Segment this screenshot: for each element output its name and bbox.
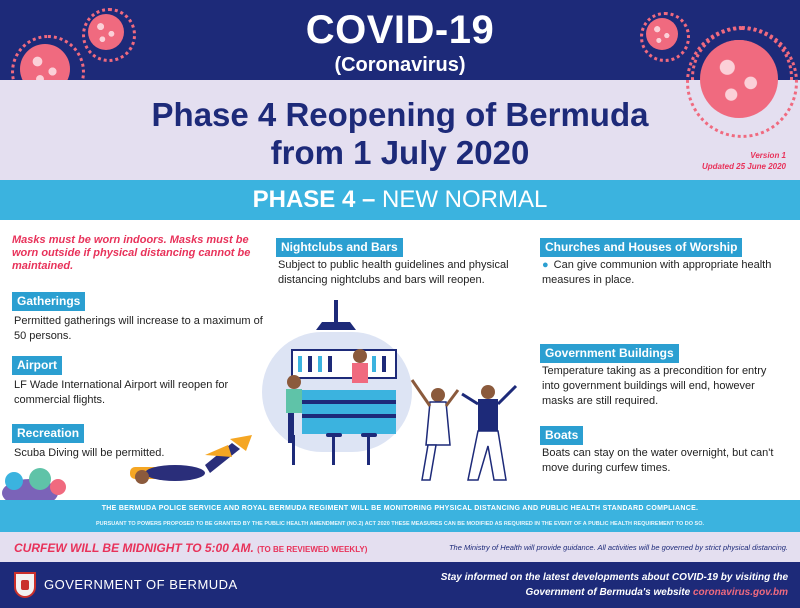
bottle-shelf [292,350,396,378]
virus-icon [646,18,678,50]
curfew-notice [14,541,367,555]
main-content [0,220,800,500]
nightclubs-text: Subject to public health guidelines and physical distancing nightclubs and bars will reopen. [278,259,509,286]
virus-icon [88,14,124,50]
coral-icon [5,472,23,490]
stool-icon [367,435,370,465]
gov-buildings-label: Government Buildings [540,344,679,363]
stay-line2: Government of Bermuda's website [525,587,691,598]
heading-line1: Phase 4 Reopening of Bermuda [151,96,649,133]
recreation-text: Scuba Diving will be permitted. [14,447,165,459]
bottle-icon [382,356,386,372]
stool-icon [332,435,335,465]
diver-head [135,470,149,484]
bartender-body [352,363,368,383]
patron-head [287,375,301,389]
version-label: Version 1 [750,151,786,160]
lamp-cord [334,300,338,322]
dancer-head [431,388,445,402]
footer [0,562,800,608]
phase-heading [0,96,800,172]
version-info [702,150,786,172]
updated-date: Updated 25 June 2020 [701,162,786,171]
gatherings-label: Gatherings [12,292,85,311]
bartender-head [353,349,367,363]
heading-line2: from 1 July 2020 [270,134,530,171]
bar-illustration [262,300,538,490]
pursuant-notice: PURSUANT TO POWERS PROPOSED TO BE GRANTED BY THE PUBLIC HEALTH AMENDMENT (NO.2) ACT 2020 THESE MEASURES CAN BE MODIFIED AS REQUIRED IN THE EVENT OF A PUBLIC HEALTH REQUIREMENT TO DO SO. [0,518,800,532]
main-title: COVID-19 [305,8,495,52]
phase-bar [0,180,800,220]
airport-text: LF Wade International Airport will reopen for commercial flights. [14,379,229,406]
boats-label: Boats [540,426,583,445]
curfew-review: (TO BE REVIEWED WEEKLY) [257,545,368,554]
stay-line1: Stay informed on the latest developments about COVID-19 by visiting the [440,572,788,583]
phase-rest: NEW NORMAL [382,186,548,213]
diver-illustration [0,435,260,500]
ministry-note: The Ministry of Health will provide guidance. All activities will be governed by strict physical distancing. [448,543,788,552]
dancer-dress [426,402,450,445]
bottle-icon [372,356,376,372]
curfew-text: CURFEW WILL BE MIDNIGHT TO 5:00 AM. [14,541,254,555]
lamp-icon [316,322,356,330]
recreation-label: Recreation [12,424,84,443]
stool-icon [292,435,295,465]
coral-icon [50,479,66,495]
curfew-band [0,532,800,562]
bottle-icon [298,356,302,372]
phase-banner [0,80,800,180]
police-notice: THE BERMUDA POLICE SERVICE AND ROYAL BERMUDA REGIMENT WILL BE MONITORING PHYSICAL DISTANCING AND PUBLIC HEALTH STANDARD COMPLIANCE. [0,500,800,518]
main-subtitle: (Coronavirus) [334,54,466,76]
bottle-icon [308,356,312,372]
airport-label: Airport [12,356,62,375]
dancer-head [481,385,495,399]
churches-text: Can give communion with appropriate health measures in place. [542,259,772,286]
dancer-body [478,399,498,431]
fin-icon [205,445,232,457]
phase-bold: PHASE 4 – [252,186,376,213]
bottle-icon [318,356,322,372]
gatherings-text: Permitted gatherings will increase to a maximum of 50 persons. [14,315,263,342]
bar-counter [302,390,396,434]
bullet-icon: ● [542,259,549,271]
bottle-icon [328,356,332,372]
gov-buildings-text: Temperature taking as a precondition for entry into government buildings will end, however masks are still required. [542,365,767,407]
crest-icon [14,572,36,598]
website-link[interactable]: coronavirus.gov.bm [692,587,788,598]
nightclubs-label: Nightclubs and Bars [276,238,403,257]
coral-icon [29,468,51,490]
virus-icon [700,40,778,118]
stay-line2-row [368,585,788,600]
churches-item [542,258,782,288]
churches-label: Churches and Houses of Worship [540,238,742,257]
patron-body [286,389,302,413]
boats-text: Boats can stay on the water overnight, but can't move during curfew times. [542,447,774,474]
mask-note: Masks must be worn indoors. Masks must be worn outside if physical distancing cannot be maintained. [12,234,251,272]
stay-informed [368,570,788,600]
diver-body [145,465,205,481]
government-name: GOVERNMENT OF BERMUDA [44,577,238,592]
